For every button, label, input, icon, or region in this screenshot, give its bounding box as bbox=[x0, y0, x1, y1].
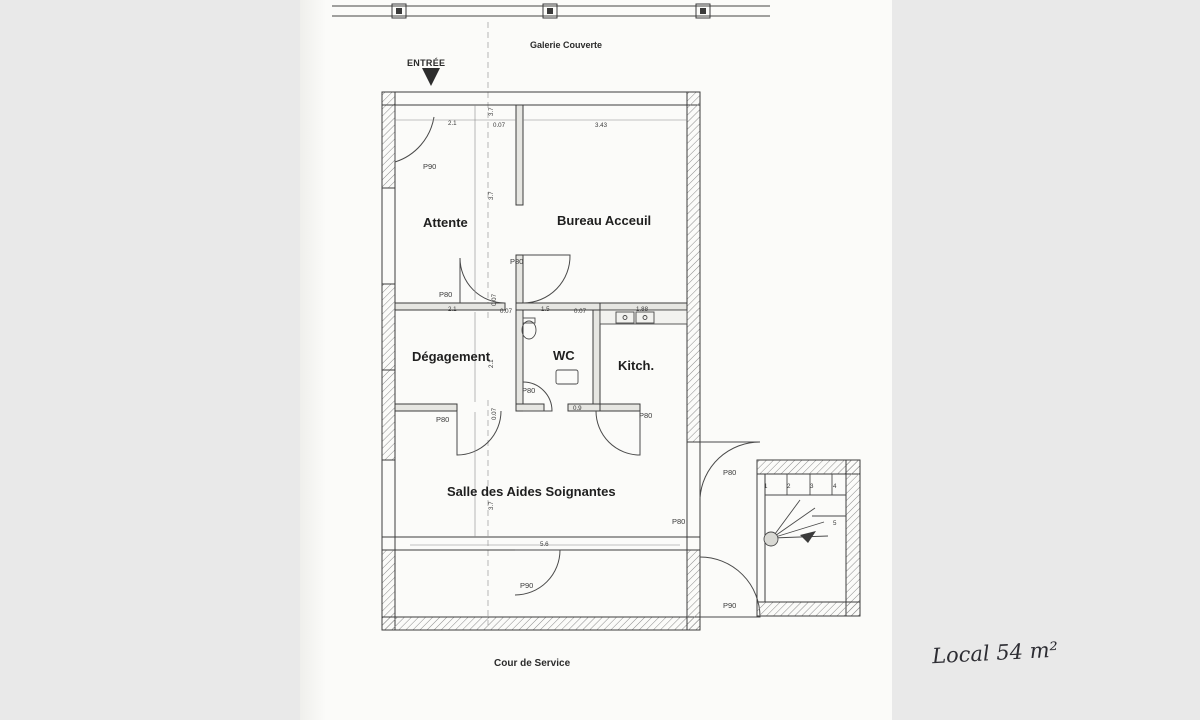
dim-vert-3-7-attente: 3.7 bbox=[488, 191, 495, 200]
gallery-label: Galerie Couverte bbox=[530, 40, 603, 50]
dim-vert-3-7-top: 3.7 bbox=[488, 107, 495, 116]
courtyard-label: Cour de Service bbox=[494, 658, 571, 669]
stair-step-4: 4 bbox=[833, 483, 837, 490]
handwritten-area-note: Local 54 m² bbox=[931, 637, 1059, 669]
dim-vert-0-07-a: 0.07 bbox=[491, 293, 498, 306]
door-label-exterior-p80: P80 bbox=[723, 468, 737, 477]
door-label-degagement-p80: P80 bbox=[436, 415, 450, 424]
stair-step-3: 3 bbox=[810, 483, 814, 490]
door-label-attente-p80: P80 bbox=[439, 290, 453, 299]
door-label-kitch-p80: P80 bbox=[639, 411, 653, 420]
dim-vert-2-1: 2.1 bbox=[488, 359, 495, 368]
entrance-label: ENTRÉE bbox=[407, 58, 446, 68]
dim-top-0-07: 0.07 bbox=[493, 122, 506, 129]
door-label-salle-south-p90: P90 bbox=[520, 581, 534, 590]
scanned-plan-sheet bbox=[300, 0, 1059, 720]
dim-mid-1-88: 1.88 bbox=[636, 306, 649, 313]
dim-mid-1-5: 1.5 bbox=[541, 306, 550, 313]
room-label-bureau-acceuil: Bureau Acceuil bbox=[557, 213, 652, 228]
dim-vert-3-7-salle: 3.7 bbox=[488, 501, 495, 510]
entrance-arrow bbox=[422, 68, 440, 86]
dim-top-3-43: 3.43 bbox=[595, 122, 608, 129]
dim-bottom-5-6: 5.6 bbox=[540, 541, 549, 548]
room-label-wc: WC bbox=[553, 348, 575, 363]
door-label-bureau-p80: P80 bbox=[510, 257, 524, 266]
room-label-salle-aides-soignantes: Salle des Aides Soignantes bbox=[447, 484, 616, 499]
door-label-wc-p80: P80 bbox=[522, 386, 536, 395]
room-label-degagement: Dégagement bbox=[412, 349, 491, 364]
dim-vert-0-07-b: 0.07 bbox=[491, 407, 498, 420]
dimension-ticks bbox=[395, 105, 687, 545]
stair-step-1: 1 bbox=[764, 483, 768, 490]
dim-mid-0-07-b: 0.07 bbox=[574, 308, 587, 315]
stair-step-5: 5 bbox=[833, 520, 837, 527]
room-label-kitch: Kitch. bbox=[618, 358, 655, 373]
room-label-attente: Attente bbox=[423, 215, 468, 230]
door-label-stair-p90: P90 bbox=[723, 601, 737, 610]
stair-block bbox=[757, 460, 860, 616]
dim-top-2-1: 2.1 bbox=[448, 120, 457, 127]
stair-step-2: 2 bbox=[787, 483, 791, 490]
door-label-salle-p80: P80 bbox=[672, 517, 686, 526]
door-label-entry-p90: P90 bbox=[423, 162, 437, 171]
dim-mid-2-1: 2.1 bbox=[448, 306, 457, 313]
dim-mid-0-07-a: 0.07 bbox=[500, 308, 513, 315]
dim-wc-0-9: 0.9 bbox=[573, 405, 582, 412]
floor-plan-drawing bbox=[300, 0, 892, 720]
